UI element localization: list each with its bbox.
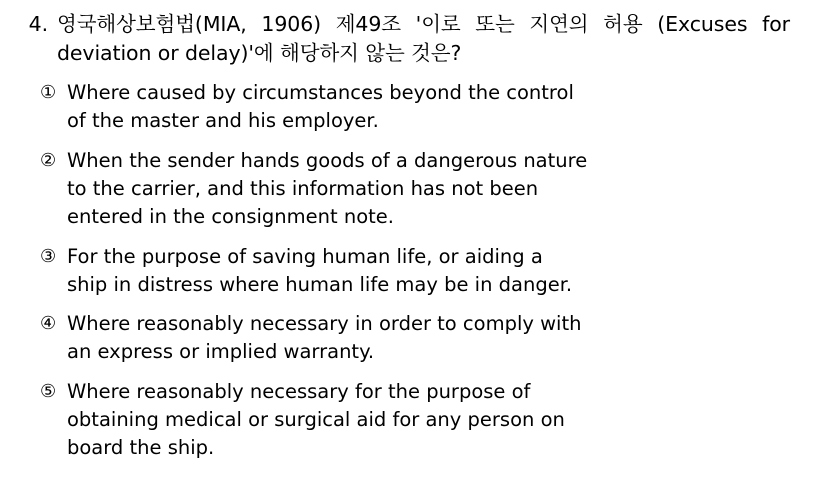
choice-5-line-3: board the ship. (67, 436, 215, 460)
choice-text-4 (67, 310, 812, 367)
question-text-line-2: (Excuses for deviation or delay)'에 해당하지 않는 것은? (57, 12, 791, 66)
choice-list (14, 79, 812, 462)
choice-option-5[interactable] (40, 378, 812, 463)
question-stem (14, 10, 812, 68)
choice-option-4[interactable] (40, 310, 812, 367)
question-text-line-1: 영국해상보험법(MIA, 1906) 제49조 '이로 또는 지연의 허용 (57, 12, 643, 36)
choice-3-line-1: For the purpose of saving human life, or aiding a (67, 244, 543, 268)
choice-1-line-1: Where caused by circumstances beyond the control (67, 81, 574, 105)
choice-option-2[interactable] (40, 147, 812, 232)
choice-text-2 (67, 147, 812, 232)
choice-marker-5: ⑤ (40, 380, 57, 402)
choice-4-line-1: Where reasonably necessary in order to comply with (67, 312, 582, 336)
question-text (57, 10, 812, 68)
choice-option-3[interactable] (40, 243, 812, 300)
choice-text-1 (67, 79, 812, 136)
choice-marker-2: ② (40, 149, 57, 171)
choice-text-5 (67, 378, 812, 463)
choice-marker-3: ③ (40, 245, 57, 267)
choice-marker-4: ④ (40, 313, 57, 335)
choice-2-line-2: to the carrier, and this information has not been (67, 177, 539, 201)
choice-option-1[interactable] (40, 79, 812, 136)
choice-marker-1: ① (40, 82, 57, 104)
choice-3-line-2: ship in distress where human life may be in danger. (67, 272, 573, 296)
choice-2-line-3: entered in the consignment note. (67, 205, 394, 229)
choice-5-line-2: obtaining medical or surgical aid for any person on (67, 407, 565, 431)
choice-4-line-2: an express or implied warranty. (67, 340, 375, 364)
choice-5-line-1: Where reasonably necessary for the purpose of (67, 379, 531, 403)
choice-2-line-1: When the sender hands goods of a dangerous nature (67, 148, 588, 172)
choice-text-3 (67, 243, 812, 300)
question-number: 4. (28, 12, 48, 36)
choice-1-line-2: of the master and his employer. (67, 109, 379, 133)
